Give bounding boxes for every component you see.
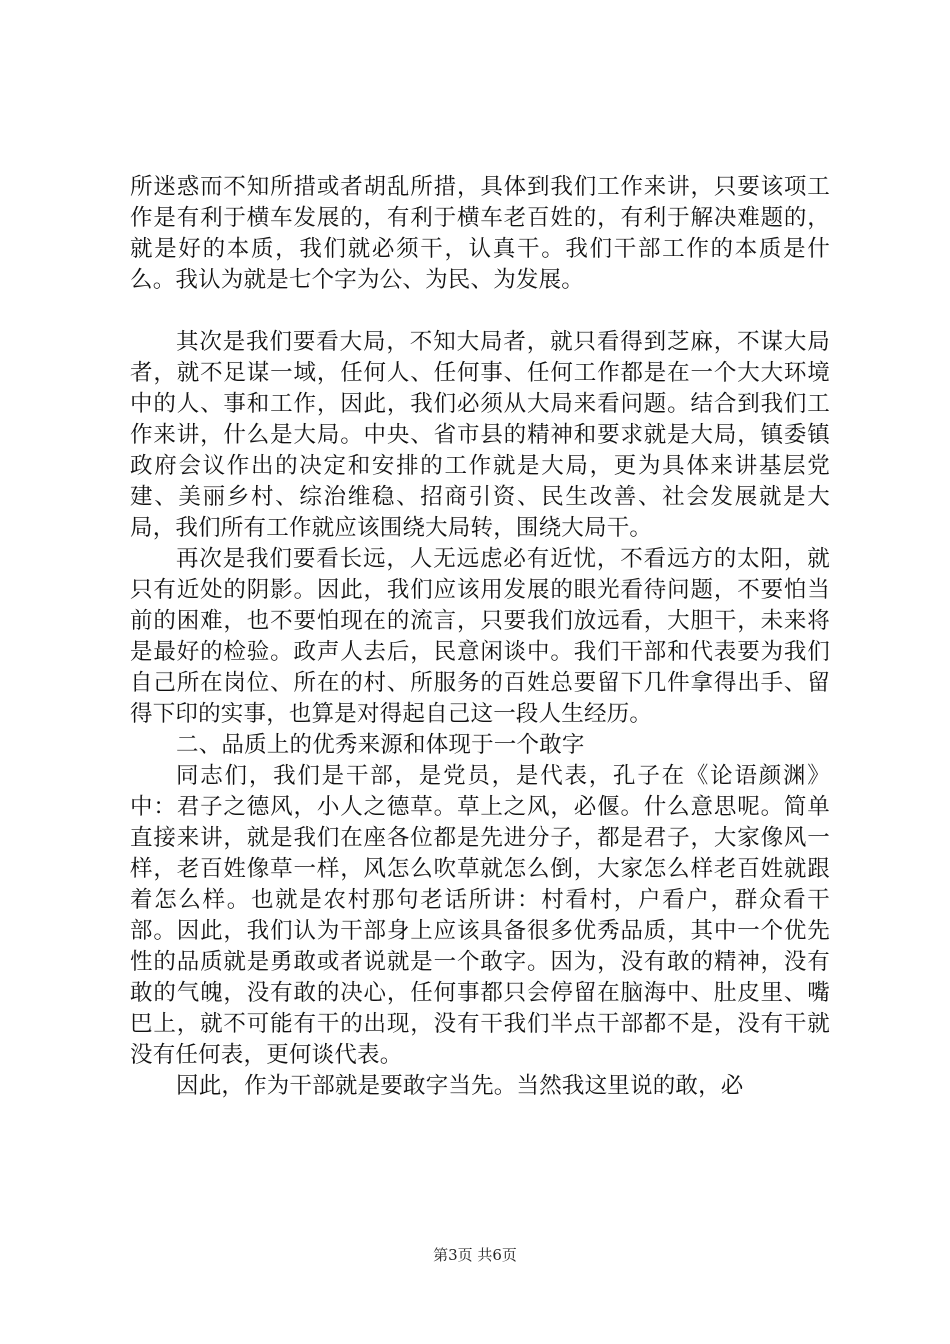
document-body: [130, 172, 830, 1102]
paragraph-long-term: 再次是我们要看长远，人无远虑必有近忧，不看远方的太阳，就只有近处的阴影。因此，我们应该用发展的眼光看待问题，不要怕当前的困难，也不要怕现在的流言，只要我们放远看，大胆干，未来将是最好的检验。政声人去后，民意闲谈中。我们干部和代表要为我们自己所在岗位、所在的村、所服务的百姓总要留下几件拿得出手、留得下印的实事，也算是对得起自己这一段人生经历。: [130, 546, 830, 727]
section-heading-courage: 二、品质上的优秀来源和体现于一个敢字: [176, 732, 585, 758]
paragraph-therefore: 因此，作为干部就是要敢字当先。当然我这里说的敢，必: [176, 1073, 744, 1099]
page-number-label: 第3页 共6页: [433, 1246, 517, 1264]
paragraph-continued: 所迷惑而不知所措或者胡乱所措，具体到我们工作来讲，只要该项工作是有利于横车发展的，有利于横车老百姓的，有利于解决难题的，就是好的本质，我们就必须干，认真干。我们干部工作的本质是什么。我认为就是七个字为公、为民、为发展。: [130, 174, 830, 293]
page-footer: [0, 1245, 950, 1265]
paragraph-comrades: 同志们，我们是干部，是党员，是代表，孔子在《论语颜渊》中：君子之德风，小人之德草。草上之风，必偃。什么意思呢。简单直接来讲，就是我们在座各位都是先进分子，都是君子，大家像风一样，老百姓像草一样，风怎么吹草就怎么倒，大家怎么样老百姓就跟着怎么样。也就是农村那句老话所讲：村看村，户看户，群众看干部。因此，我们认为干部身上应该具备很多优秀品质，其中一个优先性的品质就是勇敢或者说就是一个敢字。因为，没有敢的精神，没有敢的气魄，没有敢的决心，任何事都只会停留在脑海中、肚皮里、嘴巴上，就不可能有干的出现，没有干我们半点干部都不是，没有干就没有任何表，更何谈代表。: [130, 763, 830, 1068]
paragraph-big-picture: 其次是我们要看大局，不知大局者，就只看得到芝麻，不谋大局者，就不足谋一域，任何人、任何事、任何工作都是在一个大大环境中的人、事和工作，因此，我们必须从大局来看问题。结合到我们工作来讲，什么是大局。中央、省市县的精神和要求就是大局，镇委镇政府会议作出的决定和安排的工作就是大局，更为具体来讲基层党建、美丽乡村、综治维稳、招商引资、民生改善、社会发展就是大局，我们所有工作就应该围绕大局转，围绕大局干。: [130, 329, 830, 541]
